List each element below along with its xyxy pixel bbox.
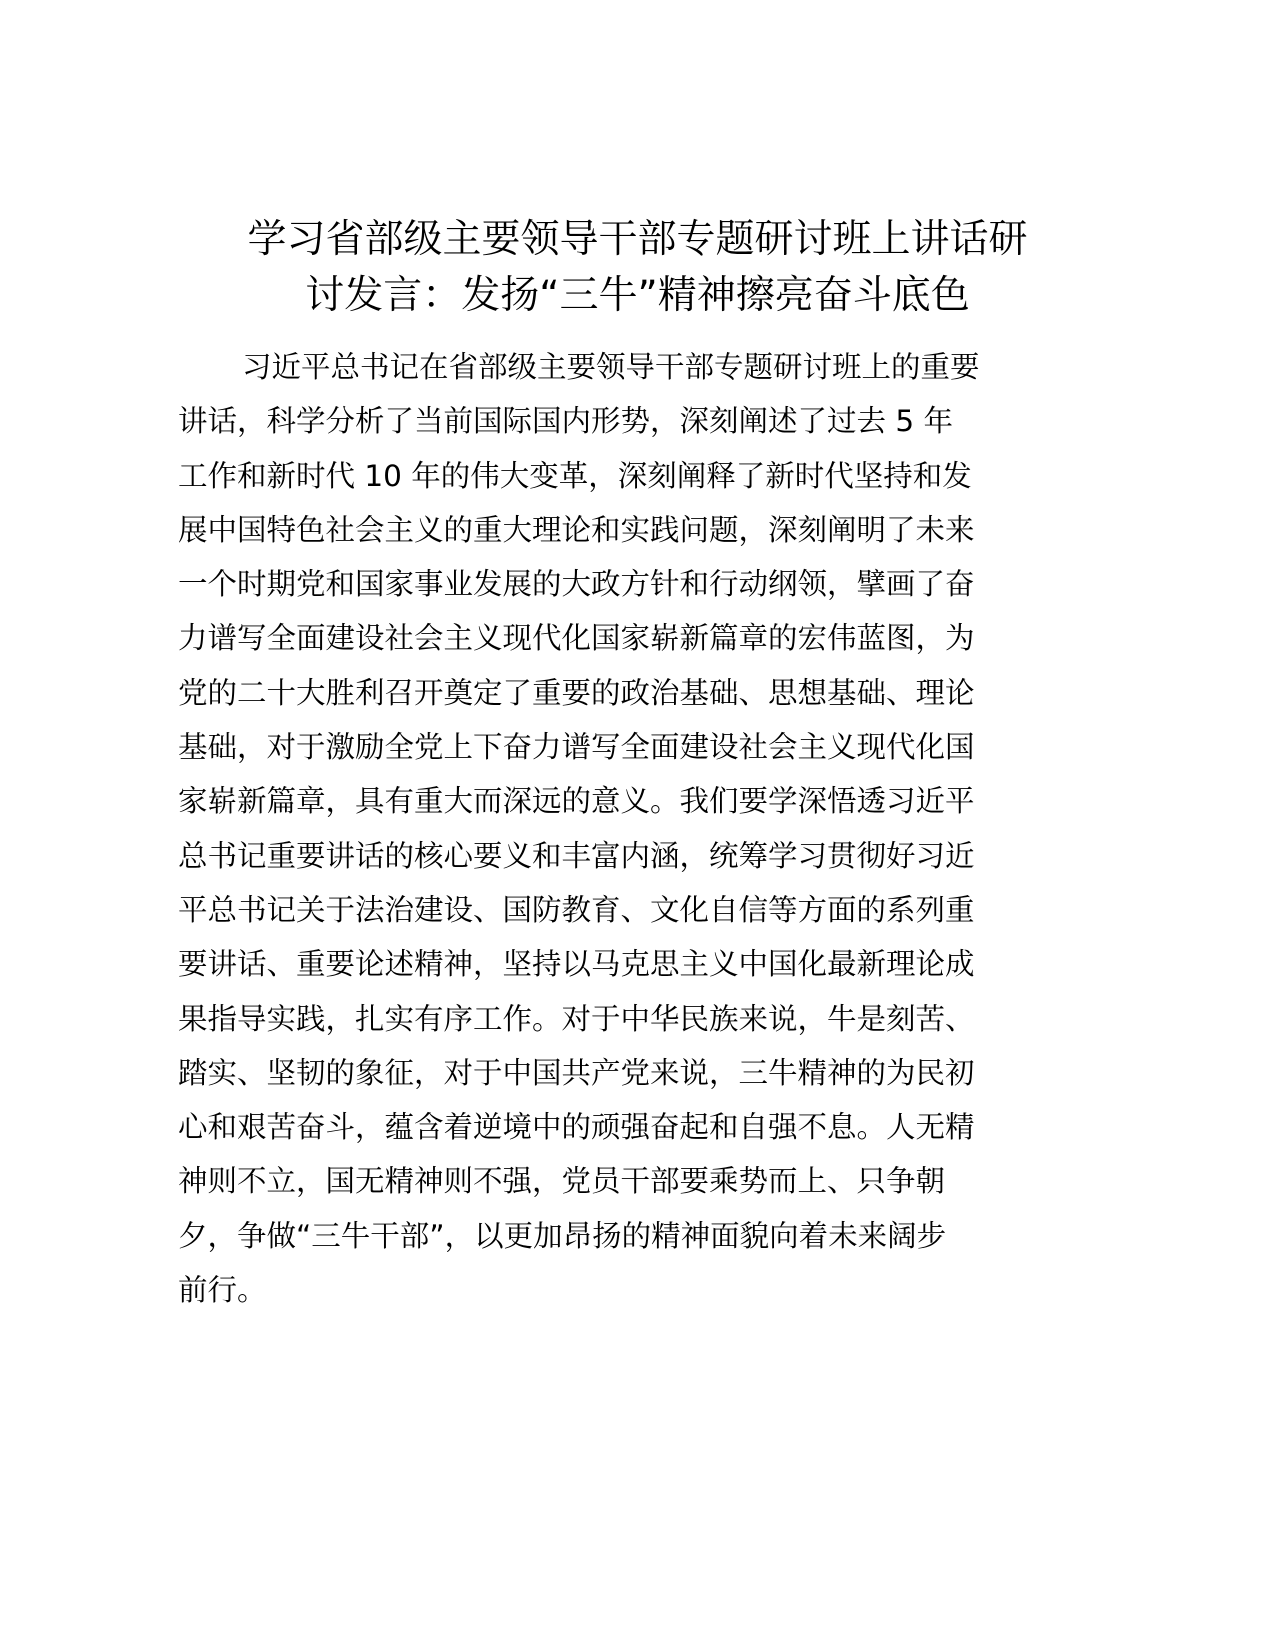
body-line: 党的二十大胜利召开奠定了重要的政治基础、思想基础、理论: [178, 675, 975, 710]
body-line: 家崭新篇章，具有重大而深远的意义。我们要学深悟透习近平: [178, 784, 975, 819]
body-line: 平总书记关于法治建设、国防教育、文化自信等方面的系列重: [178, 892, 975, 927]
body-line: 工作和新时代 10 年的伟大变革，深刻阐释了新时代坚持和发: [178, 458, 972, 493]
body-line: 要讲话、重要论述精神，坚持以马克思主义中国化最新理论成: [178, 947, 975, 982]
body-line: 一个时期党和国家事业发展的大政方针和行动纲领，擘画了奋: [178, 567, 975, 602]
body-line: 展中国特色社会主义的重大理论和实践问题，深刻阐明了未来: [178, 512, 975, 547]
body-line: 心和艰苦奋斗，蕴含着逆境中的顽强奋起和自强不息。人无精: [178, 1110, 975, 1145]
body-line: 习近平总书记在省部级主要领导干部专题研讨班上的重要: [242, 350, 980, 384]
body-line: 力谱写全面建设社会主义现代化国家崭新篇章的宏伟蓝图，为: [178, 621, 975, 656]
body-line: 基础，对于激励全党上下奋力谱写全面建设社会主义现代化国: [178, 730, 975, 765]
body-line: 神则不立，国无精神则不强，党员干部要乘势而上、只争朝: [178, 1164, 946, 1199]
title-line-1: 学习省部级主要领导干部专题研讨班上讲话研: [247, 217, 1028, 262]
body-line: 果指导实践，扎实有序工作。对于中华民族来说，牛是刻苦、: [178, 1001, 975, 1036]
title-line-2: 讨发言：发扬“三牛”精神擦亮奋斗底色: [305, 273, 970, 318]
body-line: 讲话，科学分析了当前国际国内形势，深刻阐述了过去 5 年: [178, 404, 954, 439]
body-line: 前行。: [178, 1273, 267, 1308]
body-line: 踏实、坚韧的象征，对于中国共产党来说，三牛精神的为民初: [178, 1055, 975, 1090]
body-line: 总书记重要讲话的核心要义和丰富内涵，统筹学习贯彻好习近: [178, 838, 975, 873]
document-title: [150, 212, 1125, 324]
document-body-paragraph: [178, 340, 1038, 1317]
body-line: 夕，争做“三牛干部”，以更加昂扬的精神面貌向着未来阔步: [178, 1218, 947, 1253]
